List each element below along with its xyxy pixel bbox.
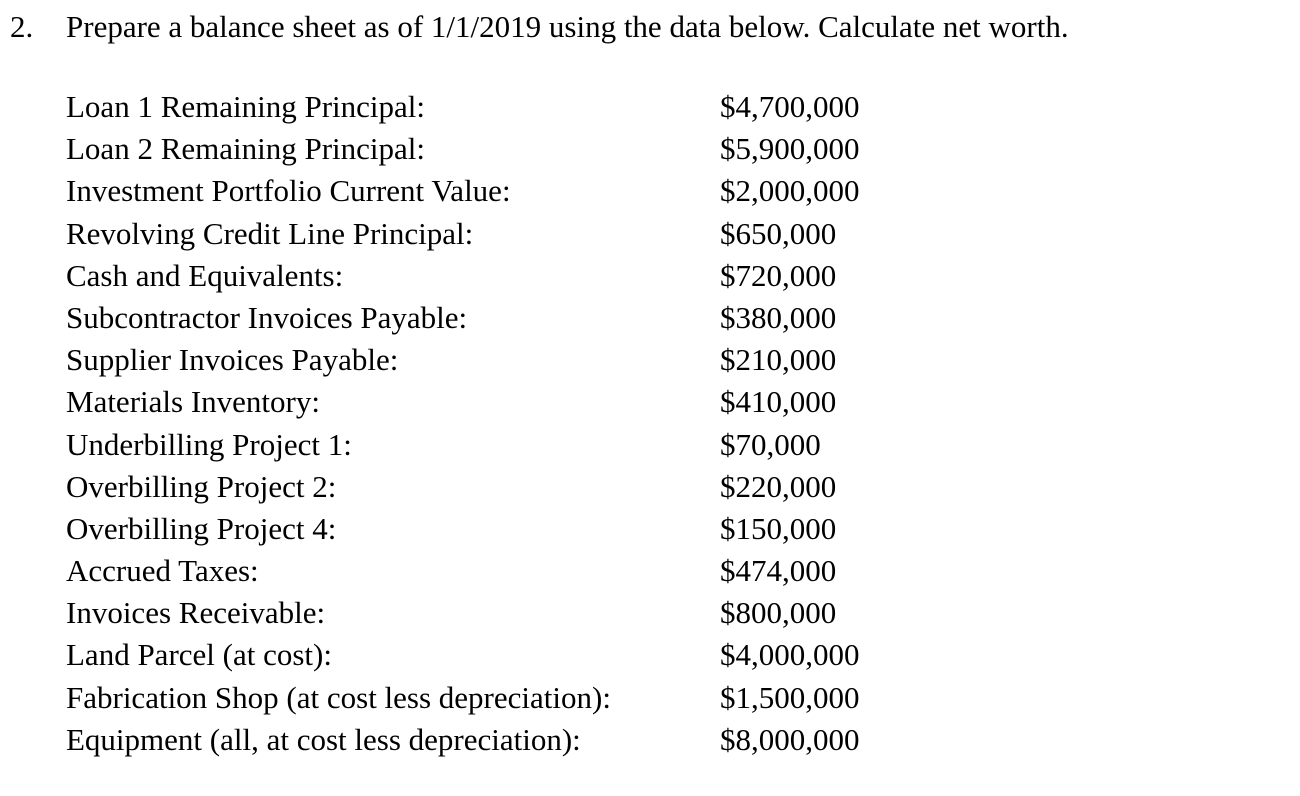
item-label: Land Parcel (at cost): — [66, 637, 332, 673]
item-label: Supplier Invoices Payable: — [66, 342, 399, 378]
item-label: Revolving Credit Line Principal: — [66, 215, 474, 251]
item-value: $5,900,000 — [720, 131, 860, 167]
item-value: $70,000 — [720, 426, 821, 462]
item-label: Materials Inventory: — [66, 384, 320, 420]
item-label: Invoices Receivable: — [66, 595, 326, 631]
item-label: Fabrication Shop (at cost less depreciation): — [66, 679, 611, 715]
item-value: $800,000 — [720, 595, 837, 631]
item-label: Equipment (all, at cost less depreciation): — [66, 721, 581, 757]
list-item — [66, 213, 966, 255]
item-label: Underbilling Project 1: — [66, 426, 352, 462]
list-item — [66, 592, 966, 634]
item-value: $4,700,000 — [720, 89, 860, 124]
list-item — [66, 634, 966, 676]
item-label: Loan 1 Remaining Principal: — [66, 89, 426, 124]
question-number: 2. — [10, 9, 34, 44]
list-item — [66, 719, 966, 761]
item-label: Loan 2 Remaining Principal: — [66, 131, 426, 167]
item-label: Cash and Equivalents: — [66, 257, 344, 293]
list-item — [66, 339, 966, 381]
list-item — [66, 677, 966, 719]
item-label: Overbilling Project 4: — [66, 510, 337, 546]
list-item — [66, 297, 966, 339]
item-value: $150,000 — [720, 510, 837, 546]
list-item — [66, 550, 966, 592]
item-value: $2,000,000 — [720, 173, 860, 209]
item-value: $720,000 — [720, 257, 837, 293]
item-value: $1,500,000 — [720, 679, 860, 715]
list-item — [66, 424, 966, 466]
question-text: Prepare a balance sheet as of 1/1/2019 using the data below. Calculate net worth. — [66, 9, 1069, 44]
item-label: Overbilling Project 2: — [66, 468, 337, 504]
list-item — [66, 508, 966, 550]
question-heading — [10, 4, 1069, 50]
item-label: Investment Portfolio Current Value: — [66, 173, 511, 209]
item-value: $8,000,000 — [720, 721, 860, 757]
list-item — [66, 86, 966, 128]
item-value: $220,000 — [720, 468, 837, 504]
item-value: $380,000 — [720, 299, 837, 335]
list-item — [66, 466, 966, 508]
item-value: $4,000,000 — [720, 637, 860, 673]
item-label: Subcontractor Invoices Payable: — [66, 299, 468, 335]
list-item — [66, 381, 966, 423]
list-item — [66, 128, 966, 170]
balance-data-list — [66, 86, 966, 761]
item-value: $650,000 — [720, 215, 837, 251]
item-value: $210,000 — [720, 342, 837, 378]
list-item — [66, 255, 966, 297]
item-value: $474,000 — [720, 553, 837, 589]
item-value: $410,000 — [720, 384, 837, 420]
list-item — [66, 170, 966, 212]
item-label: Accrued Taxes: — [66, 553, 259, 589]
